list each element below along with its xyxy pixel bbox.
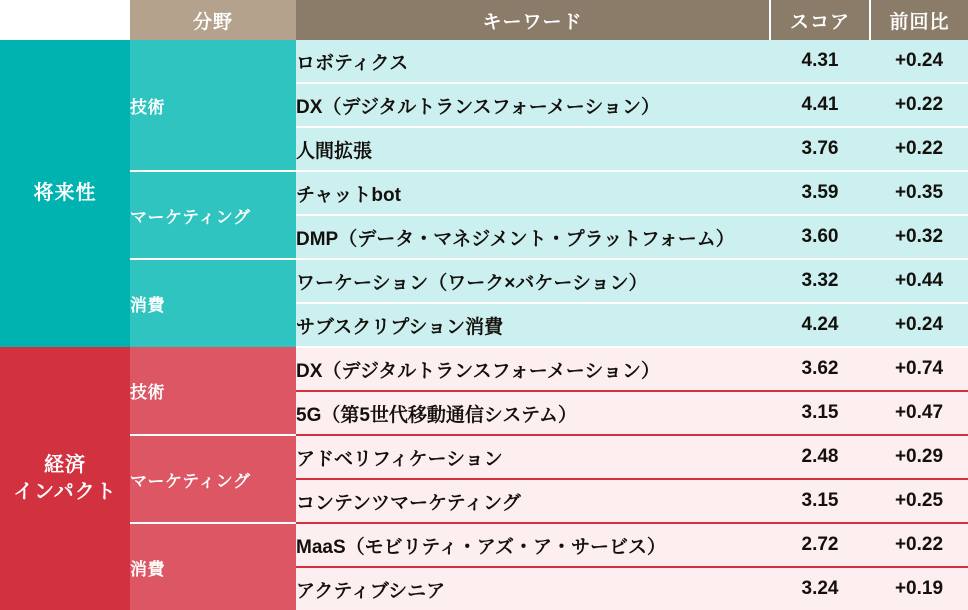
keyword-cell: アドベリフィケーション [296,435,770,479]
table-row [0,171,968,215]
delta-cell: +0.22 [870,83,968,127]
field-label-impact-tech: 技術 [130,347,296,435]
score-cell: 4.31 [770,40,870,83]
delta-cell: +0.29 [870,435,968,479]
delta-cell: +0.24 [870,40,968,83]
keyword-cell: DX（デジタルトランスフォーメーション） [296,83,770,127]
header-keyword: キーワード [296,0,770,40]
delta-cell: +0.22 [870,127,968,171]
field-label-future-consumption: 消費 [130,259,296,347]
keyword-cell: サブスクリプション消費 [296,303,770,347]
keyword-cell: 5G（第5世代移動通信システム） [296,391,770,435]
delta-cell: +0.25 [870,479,968,523]
table-row [0,523,968,567]
keyword-cell: 人間拡張 [296,127,770,171]
table-row [0,347,968,391]
keyword-cell: DX（デジタルトランスフォーメーション） [296,347,770,391]
score-cell: 3.76 [770,127,870,171]
score-cell: 3.15 [770,391,870,435]
score-cell: 2.48 [770,435,870,479]
category-label-future: 将来性 [0,40,130,347]
score-cell: 4.41 [770,83,870,127]
score-cell: 4.24 [770,303,870,347]
delta-cell: +0.22 [870,523,968,567]
category-label-impact-line1: 経済 [44,453,86,476]
score-cell: 2.72 [770,523,870,567]
keyword-cell: DMP（データ・マネジメント・プラットフォーム） [296,215,770,259]
header-delta: 前回比 [870,0,968,40]
keyword-cell: MaaS（モビリティ・アズ・ア・サービス） [296,523,770,567]
table-row [0,40,968,83]
table-row [0,435,968,479]
delta-cell: +0.19 [870,567,968,610]
field-label-impact-marketing: マーケティング [130,435,296,523]
field-label-impact-consumption: 消費 [130,523,296,610]
keyword-cell: コンテンツマーケティング [296,479,770,523]
keyword-cell: ワーケーション（ワーク×バケーション） [296,259,770,303]
category-label-impact [0,347,130,610]
delta-cell: +0.35 [870,171,968,215]
keyword-cell: ロボティクス [296,40,770,83]
keyword-cell: チャットbot [296,171,770,215]
header-blank [0,0,130,40]
delta-cell: +0.44 [870,259,968,303]
keyword-cell: アクティブシニア [296,567,770,610]
table-header [0,0,968,40]
score-cell: 3.24 [770,567,870,610]
header-score: スコア [770,0,870,40]
field-label-future-marketing: マーケティング [130,171,296,259]
delta-cell: +0.47 [870,391,968,435]
score-cell: 3.15 [770,479,870,523]
header-field: 分野 [130,0,296,40]
score-cell: 3.59 [770,171,870,215]
delta-cell: +0.74 [870,347,968,391]
category-label-impact-line2: インパクト [13,480,117,503]
score-cell: 3.62 [770,347,870,391]
header-row [0,0,968,40]
field-label-future-tech: 技術 [130,40,296,171]
delta-cell: +0.32 [870,215,968,259]
table-body [0,40,968,610]
score-cell: 3.32 [770,259,870,303]
delta-cell: +0.24 [870,303,968,347]
table-row [0,259,968,303]
score-cell: 3.60 [770,215,870,259]
